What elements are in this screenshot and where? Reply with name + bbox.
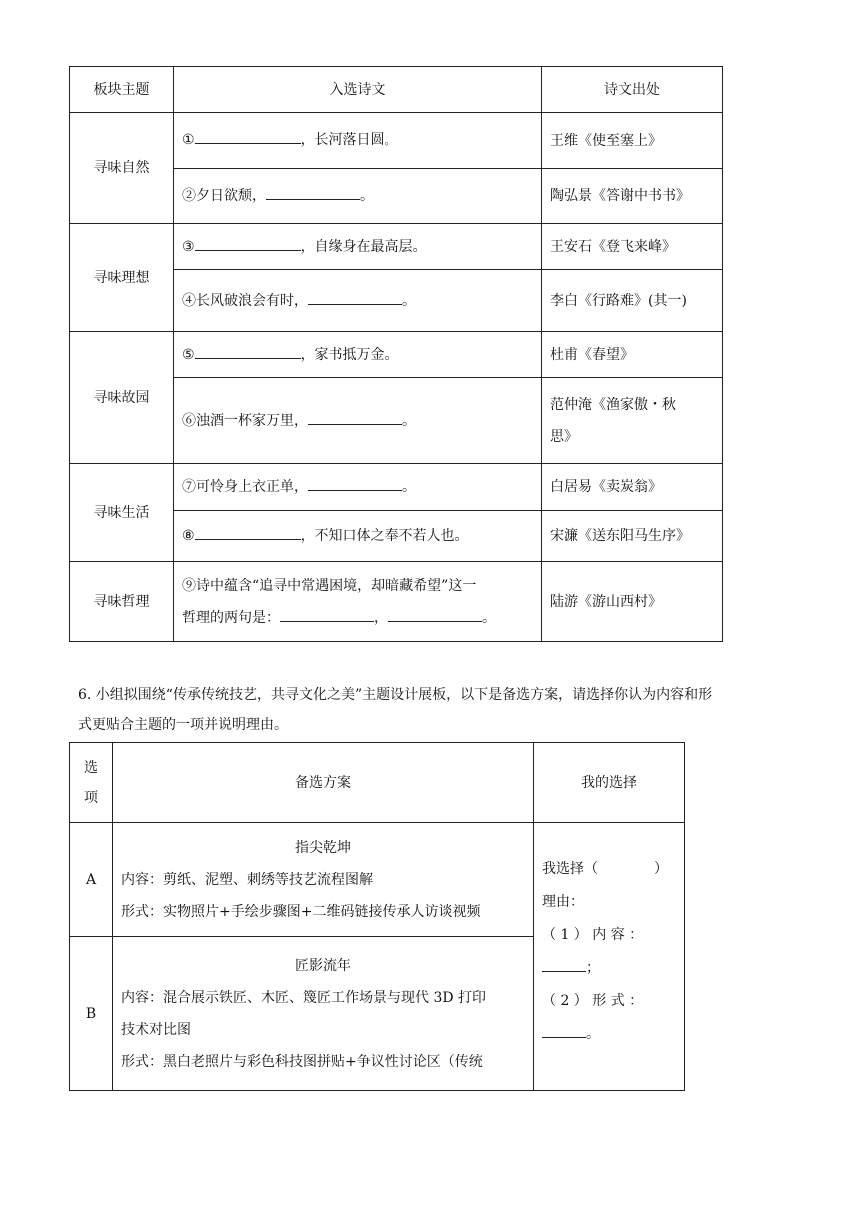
option-label: B: [70, 937, 113, 1091]
plan-line: 内容：混合展示铁匠、木匠、篾匠工作场景与现代 3D 打印: [121, 989, 487, 1006]
header-choice: 我的选择: [534, 743, 685, 823]
poem-cell: ⑤ ，家书抵万金。: [174, 332, 542, 378]
theme-cell: 寻味理想: [70, 224, 174, 332]
header-theme: 板块主题: [70, 67, 174, 113]
fill-blank[interactable]: [266, 185, 360, 200]
plan-title: 指尖乾坤: [295, 839, 351, 856]
fill-blank[interactable]: [542, 957, 586, 972]
table-row: [70, 562, 723, 642]
table-header-row: [70, 743, 685, 823]
table-row: [70, 113, 723, 169]
choice-cell[interactable]: [534, 823, 685, 1091]
fill-blank[interactable]: [195, 236, 301, 251]
source-cell: 王安石《登飞来峰》: [542, 224, 723, 270]
source-line: 思》: [550, 428, 578, 445]
fill-blank[interactable]: [388, 607, 482, 622]
header-poem: 入选诗文: [174, 67, 542, 113]
poem-line: ⑨诗中蕴含“追寻中常遇困境，却暗藏希望”这一: [182, 577, 477, 594]
poem-cell: ②夕日欲颓， 。: [174, 169, 542, 224]
fill-blank[interactable]: [280, 607, 374, 622]
question-line: 式更贴合主题的一项并说明理由。: [78, 717, 288, 733]
poem-cell: ⑥浊酒一杯家万里， 。: [174, 378, 542, 464]
theme-cell: 寻味自然: [70, 113, 174, 224]
plan-line: 形式：实物照片+手绘步骤图+二维码链接传承人访谈视频: [121, 903, 481, 920]
option-row-a: [70, 823, 685, 937]
fill-blank[interactable]: [308, 290, 402, 305]
header-option: 选 项: [70, 743, 113, 823]
fill-blank[interactable]: [308, 476, 402, 491]
fill-blank[interactable]: [195, 344, 301, 359]
table-header-row: [70, 67, 723, 113]
poem-cell: ⑦可怜身上衣正单， 。: [174, 464, 542, 511]
fill-blank[interactable]: [542, 1023, 586, 1038]
plan-line: 形式：黑白老照片与彩色科技图拼贴+争议性讨论区（传统: [121, 1053, 483, 1070]
choice-line: ；: [542, 952, 676, 985]
header-plan: 备选方案: [113, 743, 534, 823]
option-label: A: [70, 823, 113, 937]
theme-cell: 寻味哲理: [70, 562, 174, 642]
source-cell: 白居易《卖炭翁》: [542, 464, 723, 511]
choice-line: 我选择（ ）: [542, 861, 668, 877]
source-cell: [542, 378, 723, 464]
theme-cell: 寻味故园: [70, 332, 174, 464]
source-cell: 王维《使至塞上》: [542, 113, 723, 169]
fill-blank[interactable]: [195, 129, 301, 144]
choice-line: （ 2 ） 形 式 ：: [542, 993, 644, 1009]
choice-line: 理由：: [542, 894, 584, 910]
plan-title: 匠影流年: [295, 957, 351, 974]
source-cell: 李白《行路难》(其一): [542, 270, 723, 332]
option-plan: [113, 823, 534, 937]
source-line: 范仲淹《渔家傲・秋: [550, 396, 676, 413]
option-plan: [113, 937, 534, 1091]
question-line: 6. 小组拟围绕“传承传统技艺，共寻文化之美”主题设计展板，以下是备选方案，请选择你认为内容和形: [78, 687, 713, 703]
header-source: 诗文出处: [542, 67, 723, 113]
table-row: [70, 332, 723, 378]
table-row: [70, 224, 723, 270]
plan-line: 内容：剪纸、泥塑、刺绣等技艺流程图解: [121, 871, 373, 888]
source-cell: 杜甫《春望》: [542, 332, 723, 378]
poem-cell: ④长风破浪会有时， 。: [174, 270, 542, 332]
source-cell: 陶弘景《答谢中书书》: [542, 169, 723, 224]
poem-cell: ⑧ ，不知口体之奉不若人也。: [174, 511, 542, 562]
poem-line: 哲理的两句是： ， 。: [182, 602, 533, 634]
table-row: [70, 464, 723, 511]
options-table: [69, 742, 685, 1091]
choice-line: 。: [542, 1018, 676, 1051]
source-cell: 陆游《游山西村》: [542, 562, 723, 642]
question-6-prompt: [78, 680, 798, 740]
poem-cell: ③ ，自缘身在最高层。: [174, 224, 542, 270]
poem-cell: ① ，长河落日圆。: [174, 113, 542, 169]
source-cell: 宋濂《送东阳马生序》: [542, 511, 723, 562]
fill-blank[interactable]: [195, 525, 301, 540]
fill-blank[interactable]: [308, 410, 402, 425]
theme-cell: 寻味生活: [70, 464, 174, 562]
poetry-table: [69, 66, 723, 642]
choice-line: （ 1 ） 内 容 ：: [542, 927, 644, 943]
plan-line: 技术对比图: [121, 1021, 191, 1038]
poem-cell: [174, 562, 542, 642]
